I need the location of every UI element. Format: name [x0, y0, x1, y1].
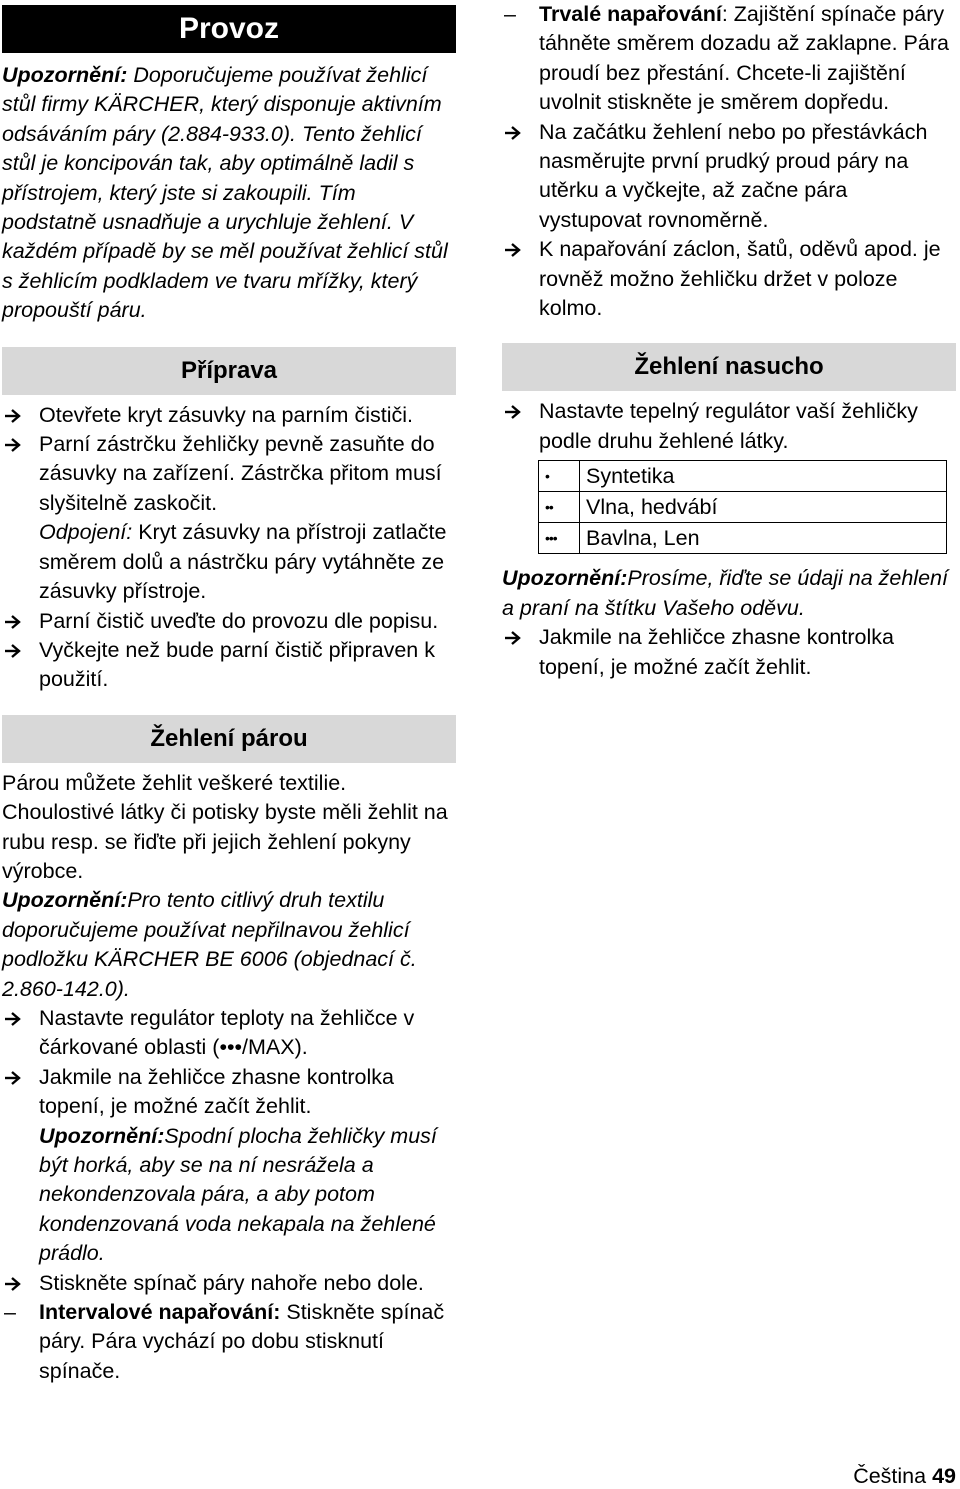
right-column	[502, 0, 956, 682]
list-item	[2, 1063, 456, 1122]
table-cell-fabric: Vlna, hedvábí	[580, 492, 947, 523]
priprava-step-4: Vyčkejte než bude parní čistič připraven k použití.	[39, 637, 435, 692]
table-row	[539, 461, 947, 492]
dash-bullet: –	[504, 2, 516, 26]
list-item	[2, 636, 456, 695]
intro-note-label: Upozornění:	[2, 63, 128, 87]
priprava-step-3: Parní čistič uveďte do provozu dle popisu.	[39, 608, 439, 633]
page-footer	[853, 1463, 956, 1489]
nasucho-note-text: Prosíme, řiďte se údaji na žehlení a praní na štítku Vašeho oděvu.	[502, 566, 948, 620]
parou-step-2: Jakmile na žehličce zhasne kontrolka topení, je možné začít žehlit.	[39, 1064, 394, 1119]
nasucho-note	[502, 564, 956, 623]
trvale-label: Trvalé napařování	[539, 2, 722, 26]
table-row	[539, 492, 947, 523]
priprava-step-1: Otevřete kryt zásuvky na parním čističi.	[39, 402, 413, 427]
table-cell-dots: ••	[539, 492, 580, 523]
table-cell-dots: •	[539, 461, 580, 492]
arrow-right-icon	[4, 1011, 22, 1027]
footer-language: Čeština	[853, 1464, 927, 1488]
section-heading-zehleni-nasucho: Žehlení nasucho	[502, 343, 956, 391]
arrow-right-icon	[4, 437, 22, 453]
left-column	[2, 0, 456, 1386]
odpojeni-label: Odpojení:	[39, 520, 133, 545]
arrow-right-icon	[4, 614, 22, 630]
arrow-right-icon	[4, 1276, 22, 1292]
arrow-right-icon	[4, 643, 22, 659]
odpojeni-paragraph	[2, 518, 456, 606]
dash-bullet: –	[4, 1300, 16, 1325]
arrow-right-icon	[504, 125, 522, 141]
list-item	[502, 235, 956, 323]
list-item	[2, 1298, 456, 1386]
section-heading-zehleni-parou: Žehlení párou	[2, 715, 456, 763]
right-step-1: Na začátku žehlení nebo po přestávkách nasměrujte první prudký proud páry na utěrku a vyčkejte, až začne pára vystupovat rovnoměrně.	[539, 119, 928, 232]
list-item	[2, 607, 456, 636]
parou-note	[2, 886, 456, 1004]
list-item	[2, 1269, 456, 1298]
table-cell-fabric: Bavlna, Len	[580, 523, 947, 554]
list-item	[2, 401, 456, 430]
arrow-right-icon	[4, 1070, 22, 1086]
list-item	[502, 623, 956, 682]
list-item	[502, 397, 956, 456]
list-item	[2, 1004, 456, 1063]
nasucho-step-1: Nastavte tepelný regulátor vaší žehličky podle druhu žehlené látky.	[539, 399, 918, 453]
parou-intro: Párou můžete žehlit veškeré textilie. Choulostivé látky či potisky byste měli žehlit na rubu resp. se řiďte při jejich žehlení pokyny výrobce.	[2, 770, 448, 883]
intro-note-text: Doporučujeme používat žehlicí stůl firmy KÄRCHER, který disponuje aktivním odsáváním páry (2.884-933.0). Tento žehlicí stůl je koncipován tak, aby optimálně ladil s přístrojem, který jste si zakoupili. Tím podstatně usnadňuje a urychluje žehlení. V každém případě by se měl používat žehlicí stůl s žehlicím podkladem ve tvaru mřížky, který propouští páru.	[2, 63, 448, 323]
trvale-text: : Zajištění spínače páry táhněte směrem dozadu až zaklapne. Pára proudí bez přestání. Chcete-li zajištění uvolnit stiskněte je směrem dopředu.	[539, 2, 949, 115]
table-row	[539, 523, 947, 554]
priprava-step-2: Parní zástrčku žehličky pevně zasuňte do zásuvky na zařízení. Zástrčka přitom musí slyšitelně zaskočit.	[39, 432, 442, 515]
parou-note-text: Pro tento citlivý druh textilu doporučujeme používat nepřilnavou žehlicí podložku KÄRCHER BE 6006 (objednací č. 2.860-142.0).	[2, 888, 417, 1001]
list-item	[502, 118, 956, 236]
intro-note	[2, 61, 456, 326]
parou-step-3: Stiskněte spínač páry nahoře nebo dole.	[39, 1270, 424, 1295]
table-cell-fabric: Syntetika	[580, 461, 947, 492]
odpojeni-text: Kryt zásuvky na přístroji zatlačte směrem dolů a nástrčku páry vytáhněte ze zásuvky přístroje.	[39, 520, 447, 604]
arrow-right-icon	[504, 630, 522, 646]
interval-text: Stiskněte spínač páry. Pára vychází po dobu stisknutí spínače.	[39, 1300, 445, 1383]
parou-note-label: Upozornění:	[2, 888, 128, 913]
right-step-2: K napařování záclon, šatů, oděvů apod. je rovněž možno žehličku držet v poloze kolmo.	[539, 237, 941, 321]
parou-note-2-text: Spodní plocha žehličky musí být horká, aby se na ní nesrážela a nekondenzovala pára, a aby potom kondenzovaná voda nekapala na žehlené prádlo.	[39, 1123, 437, 1266]
page-number: 49	[932, 1464, 956, 1488]
arrow-right-icon	[504, 404, 522, 420]
fabric-temperature-table	[538, 460, 947, 554]
parou-step-1: Nastavte regulátor teploty na žehličce v čárkované oblasti (•••/MAX).	[39, 1005, 415, 1060]
nasucho-note-label: Upozornění:	[502, 566, 628, 591]
nasucho-step-2: Jakmile na žehličce zhasne kontrolka topení, je možné začít žehlit.	[539, 625, 894, 679]
parou-note-2-label: Upozornění:	[39, 1123, 165, 1148]
table-cell-dots: •••	[539, 523, 580, 554]
interval-label: Intervalové napařování:	[39, 1300, 281, 1325]
parou-note-2	[2, 1122, 456, 1269]
section-heading-provoz: Provoz	[2, 5, 456, 53]
arrow-right-icon	[504, 242, 522, 258]
arrow-right-icon	[4, 408, 22, 424]
section-heading-priprava: Příprava	[2, 347, 456, 395]
list-item	[2, 430, 456, 518]
list-item	[502, 0, 956, 118]
